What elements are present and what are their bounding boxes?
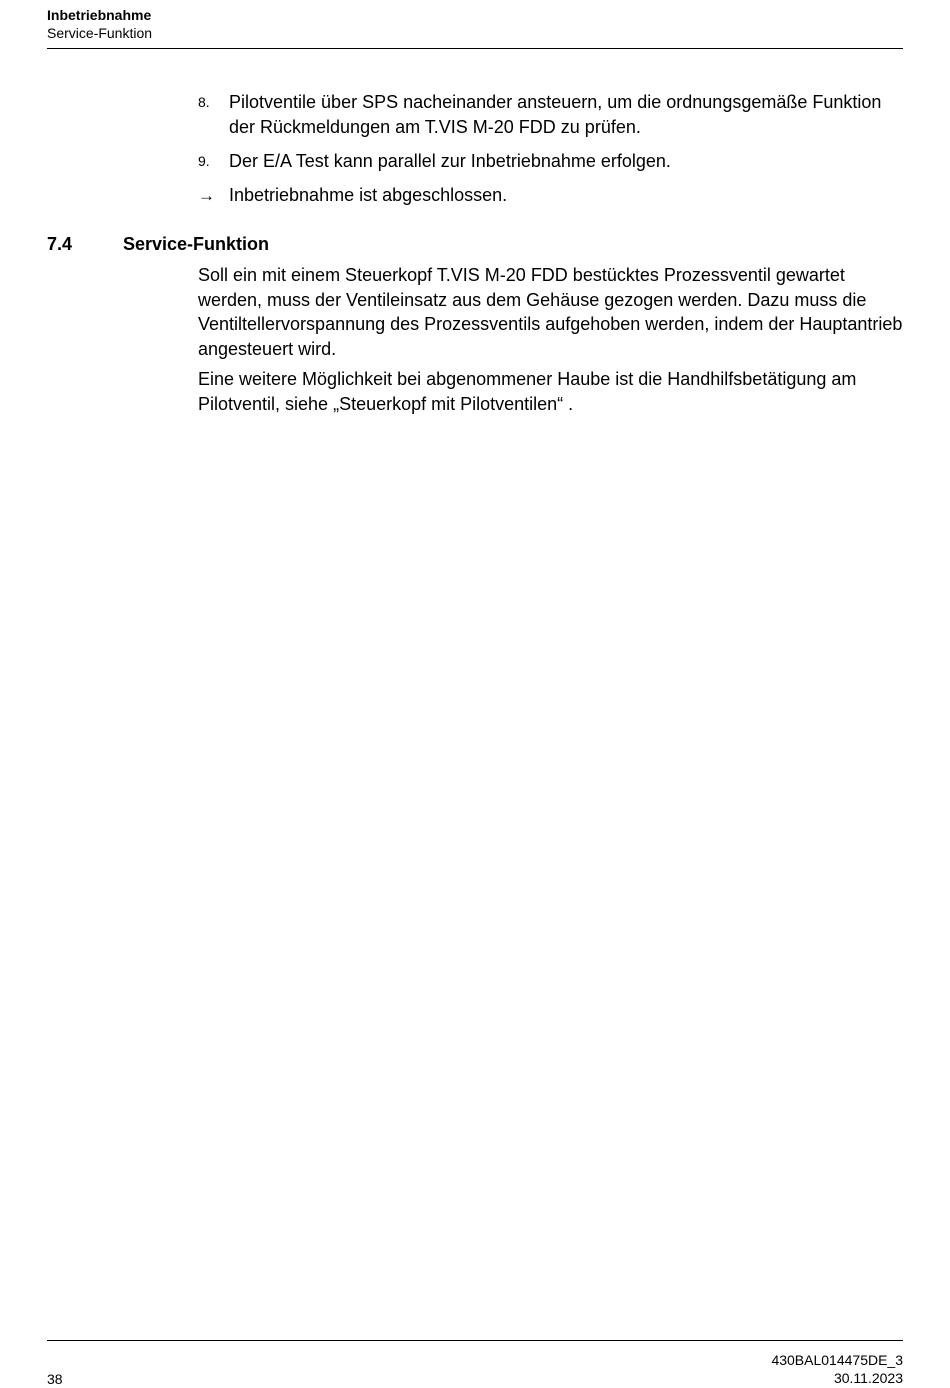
header-chapter-title: Inbetriebnahme	[47, 7, 152, 23]
step-item	[198, 149, 898, 174]
section-title: Service-Funktion	[123, 234, 270, 254]
step-item	[198, 90, 898, 140]
instruction-steps	[198, 90, 898, 217]
result-item	[198, 183, 898, 208]
section-heading	[47, 232, 747, 256]
document-id: 430BAL014475DE_3	[771, 1352, 903, 1368]
step-number: 9.	[198, 153, 210, 169]
page-header	[47, 6, 903, 42]
header-divider	[47, 48, 903, 49]
section-body	[198, 263, 908, 421]
step-text: Pilotventile über SPS nacheinander ansteuern, um die ordnungsgemäße Funktion der Rückmeldungen am T.VIS M-20 FDD zu prüfen.	[229, 92, 882, 137]
result-text: Inbetriebnahme ist abgeschlossen.	[229, 185, 508, 205]
step-number: 8.	[198, 94, 210, 110]
arrow-right-icon: →	[198, 186, 215, 205]
page-number: 38	[47, 1371, 63, 1387]
step-text: Der E/A Test kann parallel zur Inbetriebnahme erfolgen.	[229, 151, 671, 171]
document-info	[771, 1351, 903, 1387]
document-date: 30.11.2023	[833, 1370, 903, 1386]
section-number: 7.4	[47, 234, 73, 254]
body-paragraph: Soll ein mit einem Steuerkopf T.VIS M-20 FDD bestücktes Prozessventil gewartet werden, muss der Ventileinsatz aus dem Gehäuse gezogen werden. Dazu muss die Ventiltellervorspannung des Prozessventils aufgehoben werden, indem der Hauptantrieb angesteuert wird.	[198, 265, 903, 360]
footer-divider	[47, 1340, 903, 1341]
header-section-title: Service-Funktion	[47, 25, 153, 41]
body-paragraph: Eine weitere Möglichkeit bei abgenommener Haube ist die Handhilfsbetätigung am Pilotventil, siehe „Steuerkopf mit Pilotventilen“ .	[198, 368, 857, 414]
